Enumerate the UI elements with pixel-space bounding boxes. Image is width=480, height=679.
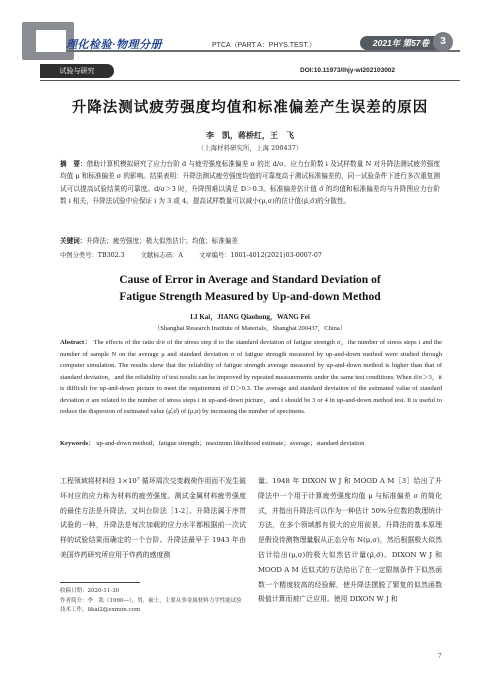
english-title-line-2: Fatigue Strength Measured by Up-and-down Method [119, 291, 381, 303]
english-keywords [60, 438, 442, 450]
body-column-left: 工程领域将材料经 1×10⁷ 循环周次交变载荷作用而不发生破坏对应的应力称为材料的疲劳强度。测试金属材料疲劳强度的最佳方法是升降法，又叫台阶法［1-2］。升降法属于序贯试验的一种，升降法是每次加载的应力水平都根据前一次试样的试验结果而确定的一个台阶。升降法最早于 1943 年由美国炸药研究所应用于炸药的感度测 [60, 477, 246, 559]
english-authors: LI Kai，JIANG Qiaohong，WANG Fei [190, 313, 310, 321]
chinese-abstract [60, 158, 440, 207]
document-code: 文献标志码：A [140, 252, 183, 259]
english-abstract [60, 337, 442, 418]
article-id: 文章编号：1001-4012(2021)03-0007-07 [198, 252, 322, 259]
english-title-line-1: Cause of Error in Average and Standard Deviation of [119, 274, 381, 286]
body-column-right: 量。1948 年 DIXON W J 和 MOOD A M［3］给出了升降法中一个用于计算疲劳强度均值 μ 与标准偏差 σ 的简化式，并指出升降法可以作为一种估计 50%分位数的数理统计方法，在多个领域都有很大的应用前景。升降法的基本原理是假设待测物理量服从正态分布 N(μ,σ)，然后根据极大似然估计给出(μ,σ)的极大似然估计量(μ̂,σ̂)。DIXON W J 和 MOOD A M 近似式的方法给出了在一定限制条件下似然函数一个精度较高的经验解，使升降法摆脱了繁复的似然函数极值计算而被广泛应用。使用 DIXON W J 和 [258, 477, 442, 604]
chinese-abstract-text: 借助计算机模拟研究了应力台阶 d 与疲劳强度标准偏差 σ 的比 d/σ、应力台阶数 i 及试样数量 N 对升降法测试疲劳强度均值 μ 和标准偏差 σ 的影响。结果表明：升降法测试疲劳强度均值的可靠度高于测试标准偏差的，同一试验条件下进行多次重复测试可以提高试验结果的可靠度。d/σ＞3 时，升降图难以满足 D＞0.3。标准偏差估计值 σ̂ 的均值和标准偏差均与升降图应力台阶数 i 相关，升降法试验中应保证 i 为 3 或 4。提高试样数量可以减小(μ,σ)的估计值(μ̂,σ̂)的分散性。 [60, 160, 440, 205]
chinese-keywords-label: 关键词： [60, 237, 87, 245]
journal-brand: 理化检验·物理分册 [66, 39, 163, 51]
english-abstract-label: Abstract： [60, 339, 92, 346]
chinese-title: 升降法测试疲劳强度均值和标准偏差产生误差的原因 [71, 100, 429, 116]
issue-badge: 2021年 第57卷 [360, 36, 442, 50]
chinese-abstract-label: 摘 要： [60, 160, 87, 168]
english-keywords-text: up-and-down method；fatigue strength；maximum likelihood estimate；average；standard deviation [96, 440, 365, 447]
chinese-affiliation: （上海材料研究所，上海 200437） [197, 144, 303, 152]
header-divider [40, 80, 460, 81]
chinese-authors: 李 凯，蒋桥红，王 飞 [206, 130, 294, 140]
page-number: 7 [438, 652, 442, 660]
chinese-keywords-text: 升降法；疲劳强度；极大似然估计；均值；标准偏差 [86, 237, 239, 245]
journal-logo-inner [36, 30, 66, 52]
doi: DOI:10.11973/lhjy-wl202103002 [300, 67, 396, 74]
footnote-rule [60, 582, 140, 583]
english-abstract-text: The effects of the ratio d/σ of the stress step d to the standard deviation of fatigue strength σ，the number of stress steps i and the number of sample N on the average μ and standard deviation σ of fatigue strength measured by up-and-down method were studied through computer simulation. The results show that the reliability of fatigue strength average measured by up-and-down method is higher than that of standard deviation，and the reliability of test results can be improved by repeated measurements under the same test conditions. When d/σ＞3，it is difficult for up-and-down picture to meet the requirement of D＞0.3. The average and standard deviation of the estimated value of standard deviation σ are related to the number of stress steps i in up-and-down picture，and i should be 3 or 4 in up-and-down method test. It is useful to reduce the dispersion of estimated value (μ̂,σ̂) of (μ,σ) by increasing the number of specimens. [60, 339, 442, 415]
chinese-keywords [60, 235, 440, 245]
section-tag: 试验与研究 [40, 64, 114, 78]
english-title [40, 272, 460, 306]
received-date: 收稿日期：2020-11-30 [60, 588, 120, 594]
journal-name: PTCA（PART A：PHYS.TEST.） [212, 42, 316, 49]
english-affiliation: （Shanghai Research Institute of Materials，Shanghai 200437，China） [153, 325, 347, 332]
footnote [60, 587, 246, 616]
author-bio: 作者简介：李 凯（1990—），男，硕士，主要从事金属材料力学性能试验技术工作，likai2@exmon.com [60, 597, 242, 613]
clc-number: 中图分类号：TB302.3 [60, 252, 125, 259]
classification-row [60, 250, 440, 259]
issue-number-badge: 3 [433, 32, 453, 52]
english-keywords-label: Keywords： [60, 440, 95, 447]
